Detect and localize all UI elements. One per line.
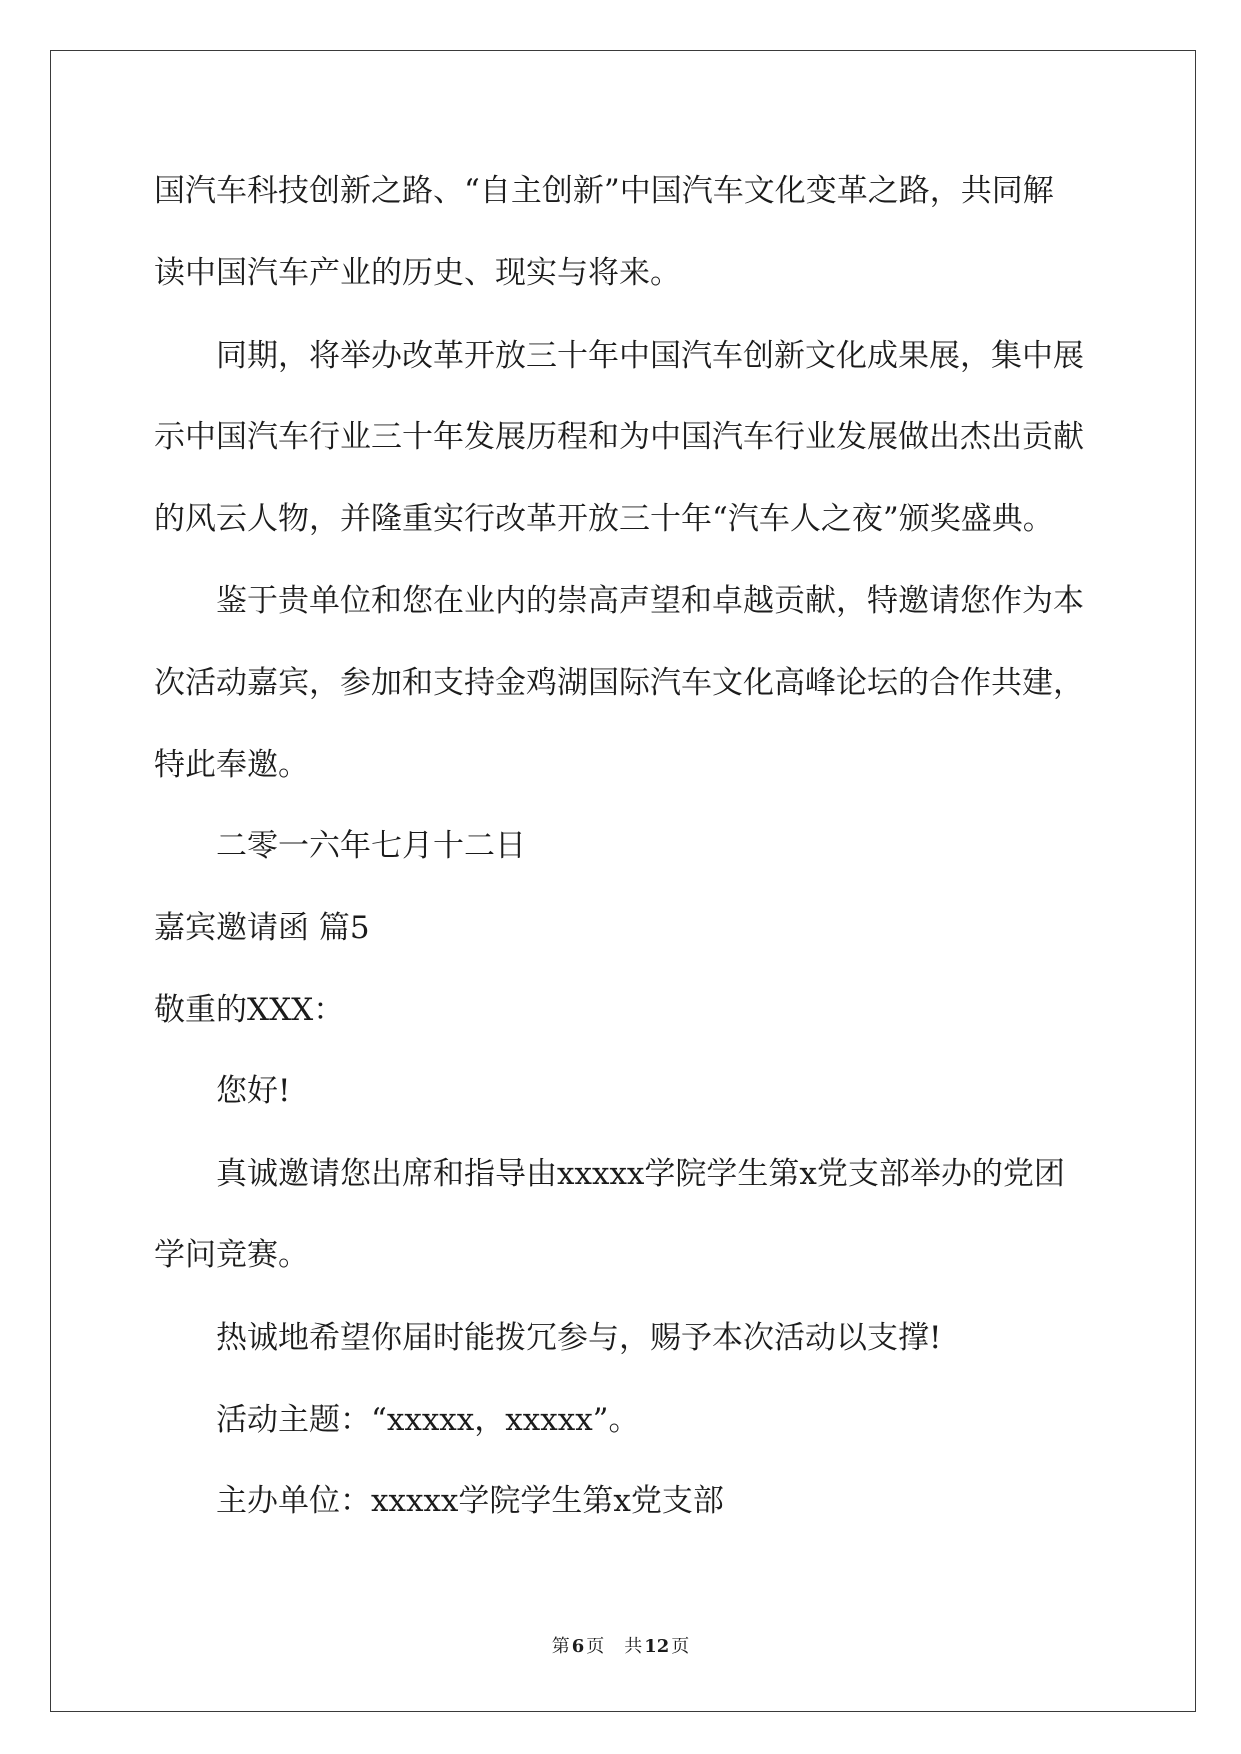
event-theme: 活动主题：“xxxxx，xxxxx”。 xyxy=(216,1402,640,1438)
paragraph-line: 学问竞赛。 xyxy=(154,1237,309,1273)
page-number: 6 xyxy=(571,1636,585,1657)
total-prefix: 共 xyxy=(624,1636,643,1657)
paragraph-line: 的风云人物，并隆重实行改革开放三十年“汽车人之夜”颁奖盛典。 xyxy=(154,501,1054,537)
page-prefix: 第 xyxy=(551,1636,570,1657)
paragraph-line: 鉴于贵单位和您在业内的崇高声望和卓越贡献，特邀请您作为本 xyxy=(216,583,1084,619)
paragraph-line: 次活动嘉宾，参加和支持金鸡湖国际汽车文化高峰论坛的合作共建， xyxy=(154,665,1084,701)
total-suffix: 页 xyxy=(671,1636,690,1657)
page-border xyxy=(50,50,1196,1712)
paragraph-line: 热诚地希望你届时能拨冗参与，赐予本次活动以支撑! xyxy=(216,1320,942,1356)
greeting: 您好! xyxy=(216,1073,291,1109)
event-organizer: 主办单位：xxxxx学院学生第x党支部 xyxy=(216,1483,724,1519)
paragraph-line: 国汽车科技创新之路、“自主创新”中国汽车文化变革之路，共同解 xyxy=(154,173,1054,209)
paragraph-line: 真诚邀请您出席和指导由xxxxx学院学生第x党支部举办的党团 xyxy=(216,1156,1065,1192)
letter-date: 二零一六年七月十二日 xyxy=(216,828,526,864)
section-title: 嘉宾邀请函 篇5 xyxy=(154,910,370,946)
page-suffix: 页 xyxy=(586,1636,605,1657)
paragraph-line: 读中国汽车产业的历史、现实与将来。 xyxy=(154,255,681,291)
salutation: 敬重的XXX： xyxy=(154,992,345,1028)
paragraph-line: 同期，将举办改革开放三十年中国汽车创新文化成果展，集中展 xyxy=(216,338,1084,374)
paragraph-line: 特此奉邀。 xyxy=(154,747,309,783)
total-pages: 12 xyxy=(644,1636,670,1657)
page-footer xyxy=(0,1634,1241,1660)
paragraph-line: 示中国汽车行业三十年发展历程和为中国汽车行业发展做出杰出贡献 xyxy=(154,419,1084,455)
